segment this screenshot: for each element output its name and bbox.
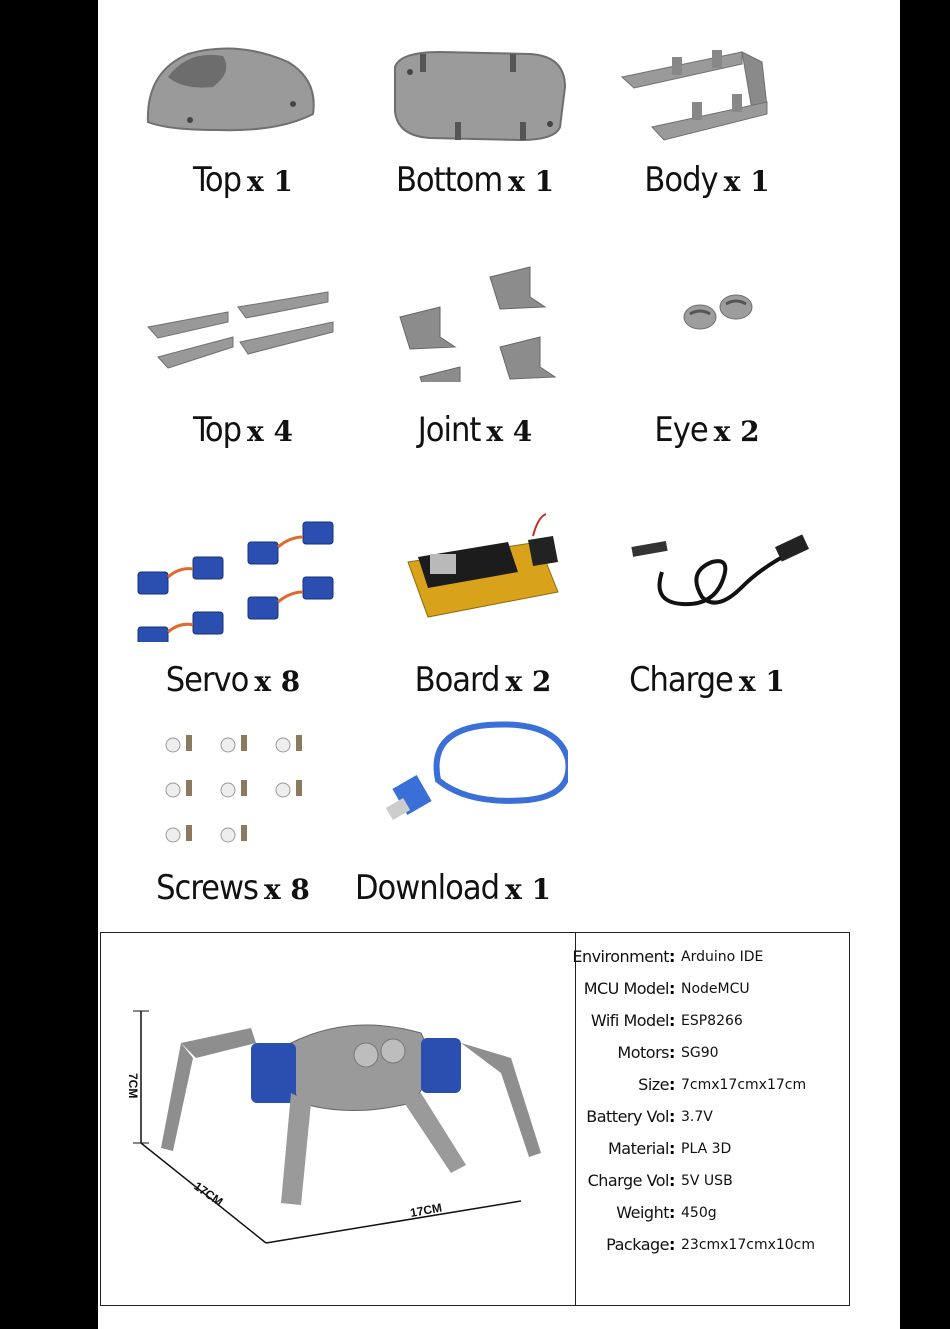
part-name: Servo xyxy=(165,660,249,700)
leg-arm-icon xyxy=(128,282,358,402)
part-name: Board xyxy=(414,660,500,700)
body-frame-icon xyxy=(592,32,822,152)
part-qty: x 2 xyxy=(505,665,552,698)
charge-cable-icon xyxy=(592,532,822,652)
spec-key: Environment xyxy=(572,947,669,966)
spec-row-wifi-model xyxy=(577,1007,849,1039)
spec-colon: : xyxy=(669,1075,676,1094)
part-body-frame xyxy=(582,22,832,262)
depth-label: 17CM xyxy=(191,1178,226,1209)
part-name: Charge xyxy=(629,660,733,700)
spec-colon: : xyxy=(669,1043,676,1062)
part-top-shell xyxy=(118,22,368,262)
usb-cable-icon xyxy=(338,720,568,840)
part-qty: x 8 xyxy=(263,873,310,906)
spec-colon: : xyxy=(669,1203,676,1222)
part-label xyxy=(582,410,832,450)
robot-illustration xyxy=(101,933,575,1305)
spec-row-environment xyxy=(572,943,849,975)
spec-value: 5V USB xyxy=(681,1173,733,1189)
part-qty: x 4 xyxy=(486,415,533,448)
spec-row-material xyxy=(577,1135,849,1167)
spec-colon: : xyxy=(669,1139,676,1158)
part-name: Bottom xyxy=(395,160,503,200)
control-board-icon xyxy=(368,482,598,642)
part-eye-disc xyxy=(582,272,832,512)
eye-disc-icon xyxy=(592,282,822,402)
part-name: Top xyxy=(193,410,242,450)
part-joint-bracket xyxy=(350,272,600,512)
width-dimension-line xyxy=(266,1201,521,1243)
part-label xyxy=(118,410,368,450)
spec-key: Material xyxy=(608,1139,669,1158)
robot-body xyxy=(161,1025,541,1205)
part-servo-motor xyxy=(108,522,358,762)
part-name: Top xyxy=(193,160,242,200)
spec-colon: : xyxy=(669,1107,676,1126)
part-label xyxy=(582,160,832,200)
part-qty: x 2 xyxy=(713,415,760,448)
part-qty: x 1 xyxy=(738,665,785,698)
part-label xyxy=(328,868,578,908)
width-label: 17CM xyxy=(409,1200,444,1220)
part-name: Joint xyxy=(417,410,481,450)
part-label xyxy=(358,660,608,700)
spec-value: 23cmx17cmx10cm xyxy=(681,1237,816,1253)
spec-value: 7cmx17cmx17cm xyxy=(681,1077,807,1093)
part-label xyxy=(108,868,358,908)
part-label xyxy=(108,660,358,700)
part-qty: x 1 xyxy=(723,165,770,198)
spec-row-motors xyxy=(577,1039,849,1071)
part-name: Screws xyxy=(156,868,258,908)
spec-value: NodeMCU xyxy=(681,981,750,997)
spec-key: MCU Model xyxy=(583,979,669,998)
spec-value: 3.7V xyxy=(681,1109,713,1125)
top-shell-icon xyxy=(128,32,358,152)
spec-row-size xyxy=(577,1071,849,1103)
part-qty: x 1 xyxy=(505,873,551,906)
spec-value: PLA 3D xyxy=(681,1141,732,1157)
joint-bracket-icon xyxy=(360,212,590,382)
spec-row-battery-vol xyxy=(577,1103,849,1135)
spec-value: SG90 xyxy=(681,1045,719,1061)
part-label xyxy=(350,410,600,450)
spec-colon: : xyxy=(669,979,676,998)
spec-row-charge-vol xyxy=(577,1167,849,1199)
height-label: 7CM xyxy=(126,1073,140,1099)
spec-row-package xyxy=(577,1231,849,1263)
servo-motor-icon xyxy=(118,472,348,642)
spec-colon: : xyxy=(669,947,676,966)
spec-value: ESP8266 xyxy=(681,1013,743,1029)
robot-photo xyxy=(101,933,576,1305)
part-qty: x 1 xyxy=(508,165,555,198)
spec-key: Charge Vol xyxy=(587,1171,669,1190)
spec-colon: : xyxy=(669,1011,676,1030)
bottom-plate-icon xyxy=(360,32,590,152)
part-name: Eye xyxy=(654,410,708,450)
screw-set-icon xyxy=(118,730,348,860)
spec-value: 450g xyxy=(681,1205,717,1221)
spec-key: Size xyxy=(638,1075,669,1094)
spec-colon: : xyxy=(669,1171,676,1190)
part-label xyxy=(582,660,832,700)
part-label xyxy=(350,160,600,200)
part-qty: x 8 xyxy=(254,665,301,698)
part-name: Body xyxy=(644,160,718,200)
spec-row-mcu-model xyxy=(577,975,849,1007)
part-qty: x 4 xyxy=(247,415,293,448)
part-charge-cable xyxy=(582,522,832,762)
part-label xyxy=(118,160,368,200)
spec-key: Wifi Model xyxy=(590,1011,669,1030)
spec-value: Arduino IDE xyxy=(681,949,764,965)
spec-key: Weight xyxy=(616,1203,669,1222)
spec-key: Package xyxy=(606,1235,669,1254)
part-qty: x 1 xyxy=(247,165,293,198)
spec-row-weight xyxy=(577,1199,849,1231)
spec-table xyxy=(100,932,850,1306)
part-name: Download xyxy=(355,868,500,908)
spec-key: Motors xyxy=(617,1043,669,1062)
spec-key: Battery Vol xyxy=(586,1107,669,1126)
spec-colon: : xyxy=(669,1235,676,1254)
